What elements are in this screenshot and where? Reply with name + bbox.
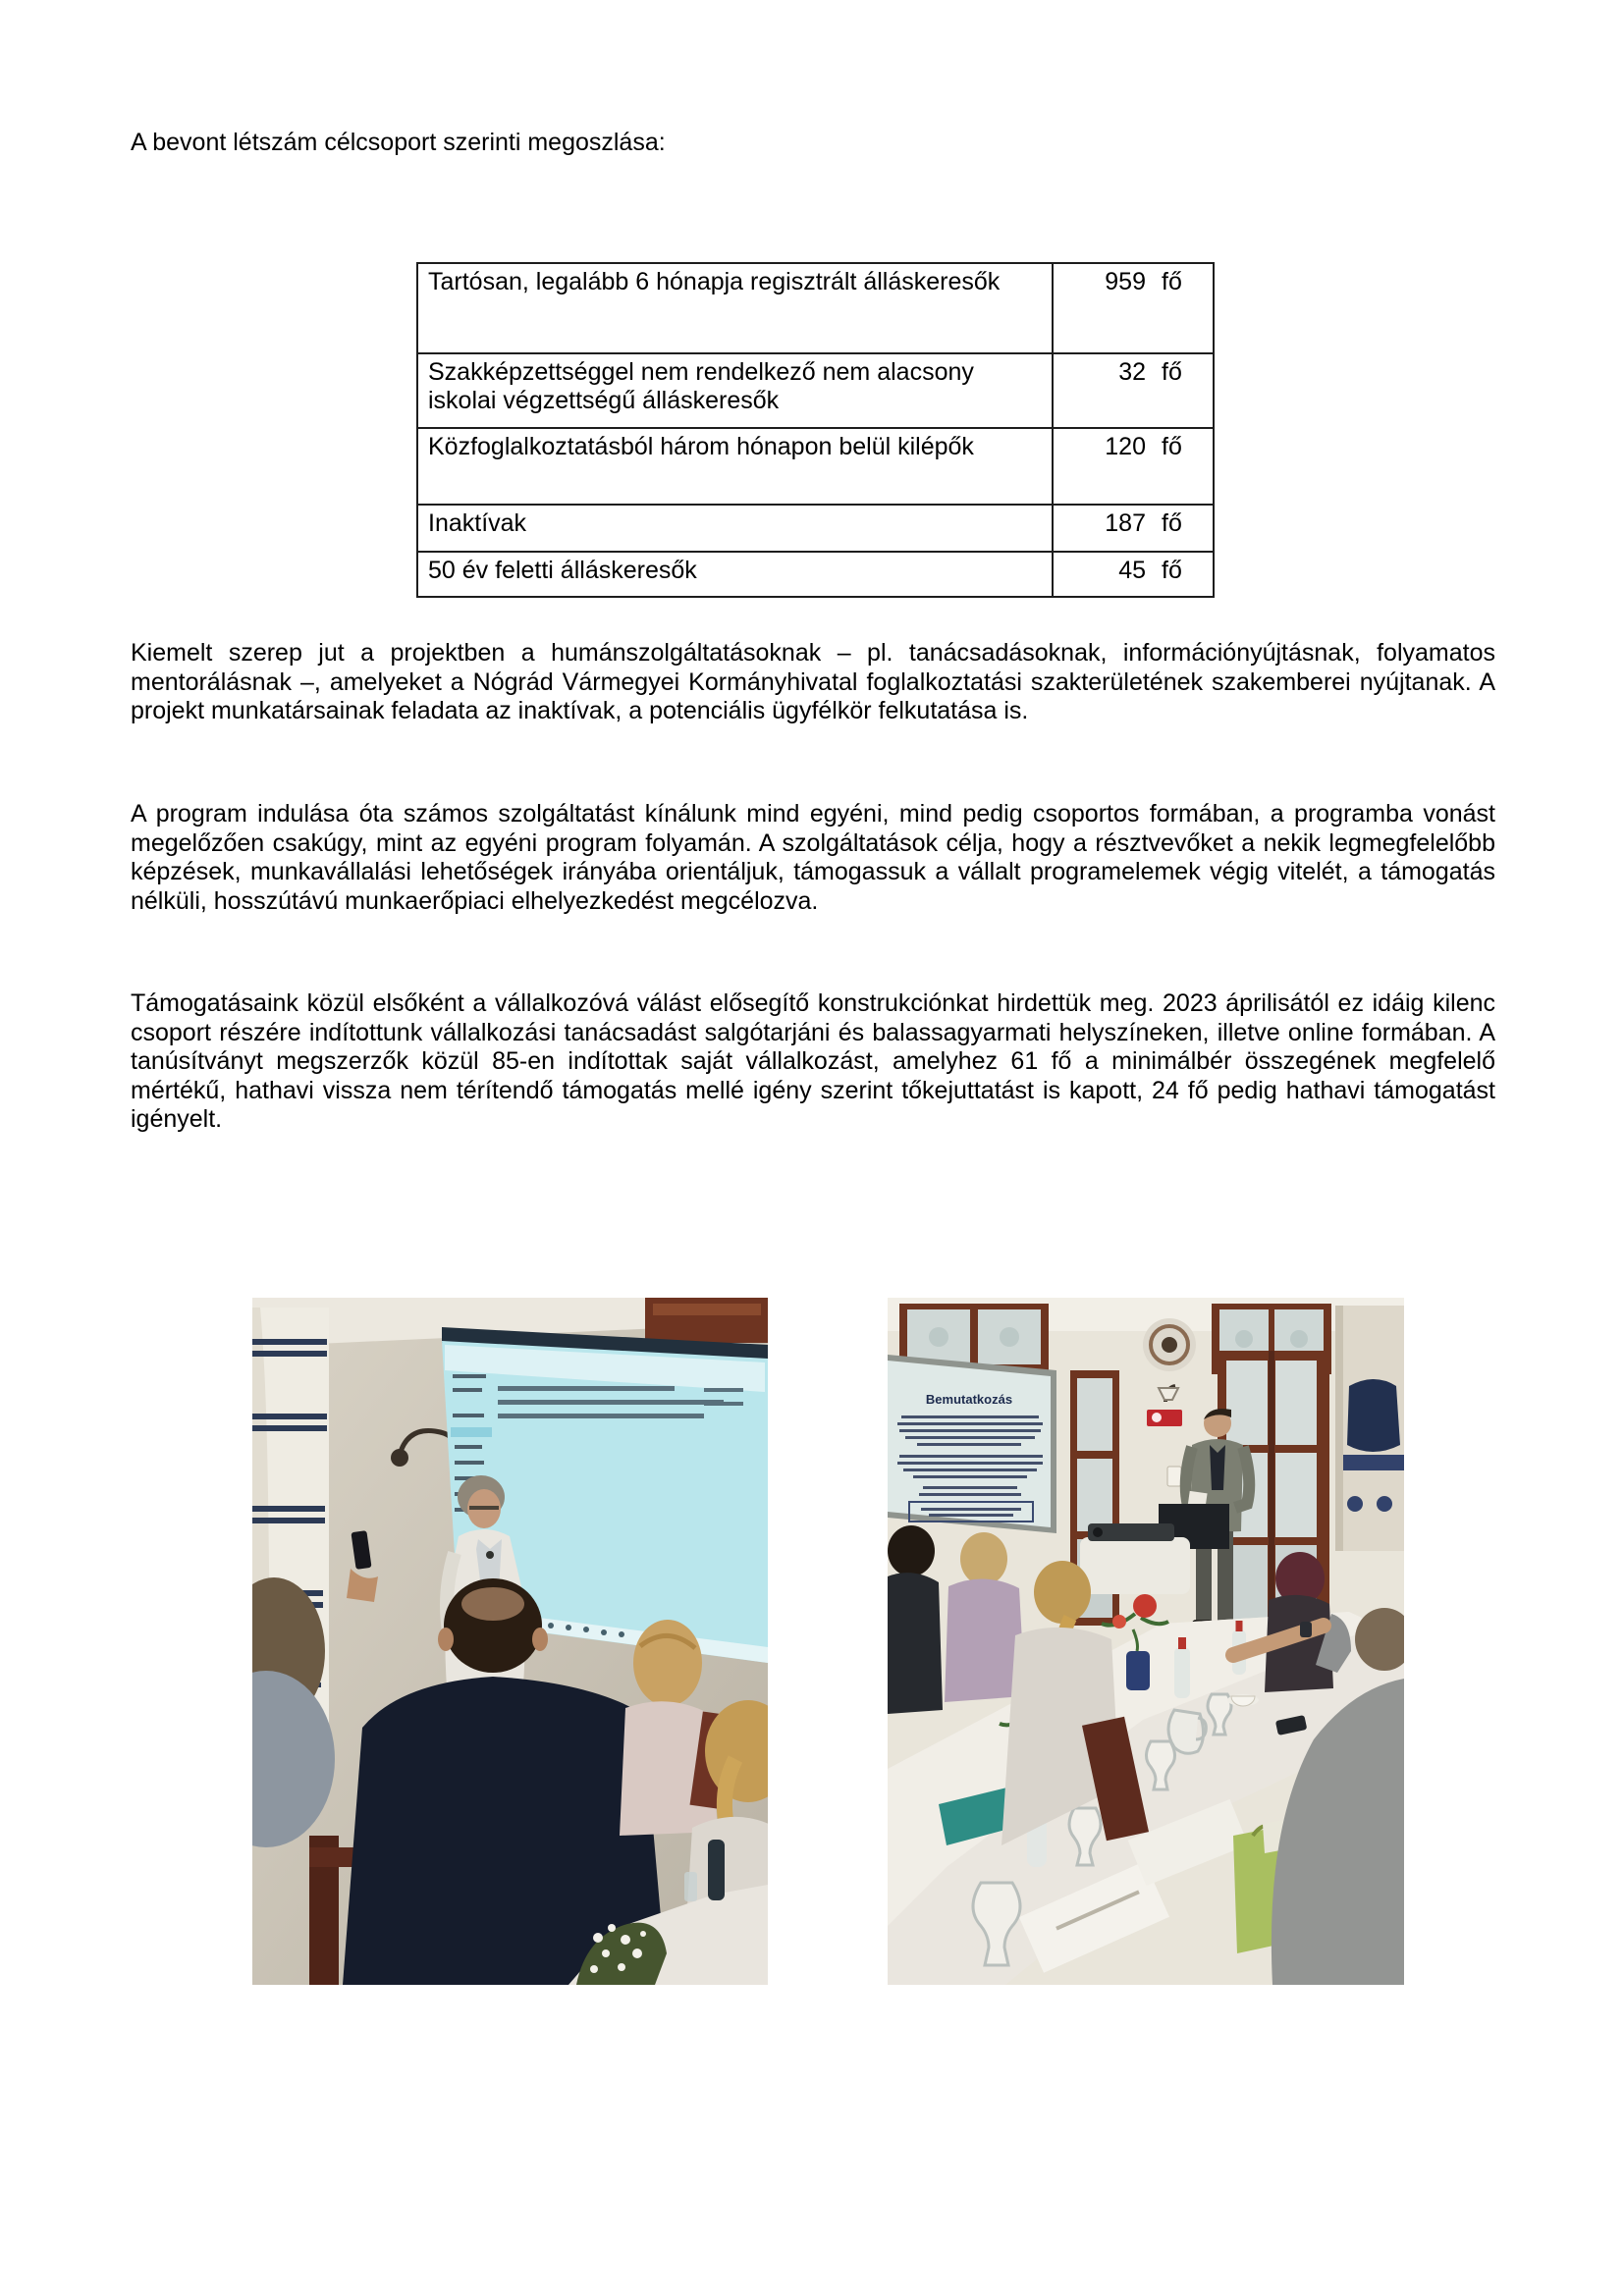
photo-left-image (252, 1298, 768, 1985)
table-row (417, 353, 1214, 428)
table-row (417, 552, 1214, 597)
row-label: 50 év feletti álláskeresők (417, 552, 1053, 597)
table-row (417, 263, 1214, 353)
tiled-stove (1335, 1306, 1404, 1551)
row-value: 959 (1105, 268, 1146, 295)
paragraph-program: A program indulása óta számos szolgáltatást kínálunk mind egyéni, mind pedig csoportos formában, a programba vonást megelőzően csakúgy, mint az egyéni program folyamán. A szolgáltatások célja, hogy a résztvevőket a nekik legmegfelelőbb képzések, munkavállalási lehetőségek irányába orientáljuk, támogassuk a vállalt programelemek végig vitelét, a támogatás nélküli, hosszútávú munkaerőpiaci elhelyezkedést megcélozva. (131, 800, 1495, 915)
table-row (417, 428, 1214, 505)
row-value-cell (1053, 353, 1214, 428)
row-unit: fő (1162, 509, 1182, 537)
row-value-cell (1053, 505, 1214, 552)
row-value: 120 (1105, 433, 1146, 460)
row-value: 187 (1105, 509, 1146, 537)
row-value: 32 (1118, 358, 1146, 386)
row-unit: fő (1162, 557, 1182, 584)
row-label: Tartósan, legalább 6 hónapja regisztrált álláskeresők (417, 263, 1053, 353)
row-label: Közfoglalkoztatásból három hónapon belül kilépők (417, 428, 1053, 505)
wall-plate (1143, 1318, 1196, 1371)
slide-title: Bemutatkozás (925, 1392, 1013, 1407)
presentation-screen (888, 1355, 1056, 1533)
row-label: Inaktívak (417, 505, 1053, 552)
row-unit: fő (1162, 433, 1182, 460)
row-value: 45 (1118, 557, 1146, 584)
table-row (417, 505, 1214, 552)
row-unit: fő (1162, 268, 1182, 295)
row-value-cell (1053, 552, 1214, 597)
light-switch (1167, 1467, 1181, 1486)
paragraph-services: Kiemelt szerep jut a projektben a humánszolgáltatásoknak – pl. tanácsadásoknak, információnyújtásnak, folyamatos mentorálásnak –, amelyeket a Nógrád Vármegyei Kormányhivatal foglalkoztatási szakterületének szakemberei nyújtanak. A projekt munkatársainak feladata az inaktívak, a potenciális ügyfélkör felkutatása is. (131, 639, 1495, 724)
page-title: A bevont létszám célcsoport szerinti megoszlása: (131, 129, 666, 156)
photo-right-image (888, 1298, 1404, 1985)
row-unit: fő (1162, 358, 1182, 386)
row-value-cell (1053, 263, 1214, 353)
paragraph-support: Támogatásaink közül elsőként a vállalkozóvá válást elősegítő konstrukciónkat hirdettük meg. 2023 áprilisától ez idáig kilenc csoport részére indítottunk vállalkozási tanácsadást salgótarjáni és balassagyarmati helyszíneken, illetve online formában. A tanúsítványt megszerzők közül 85-en indítottak saját vállalkozást, amelyhez 61 fő a minimálbér összegének megfelelő mértékű, hathavi vissza nem térítendő támogatás mellé igény szerint tőkejuttatást is kapott, 24 fő pedig hathavi támogatást igényelt. (131, 989, 1495, 1133)
row-value-cell (1053, 428, 1214, 505)
row-label: Szakképzettséggel nem rendelkező nem alacsony iskolai végzettségű álláskeresők (417, 353, 1053, 428)
target-group-table (416, 262, 1215, 598)
